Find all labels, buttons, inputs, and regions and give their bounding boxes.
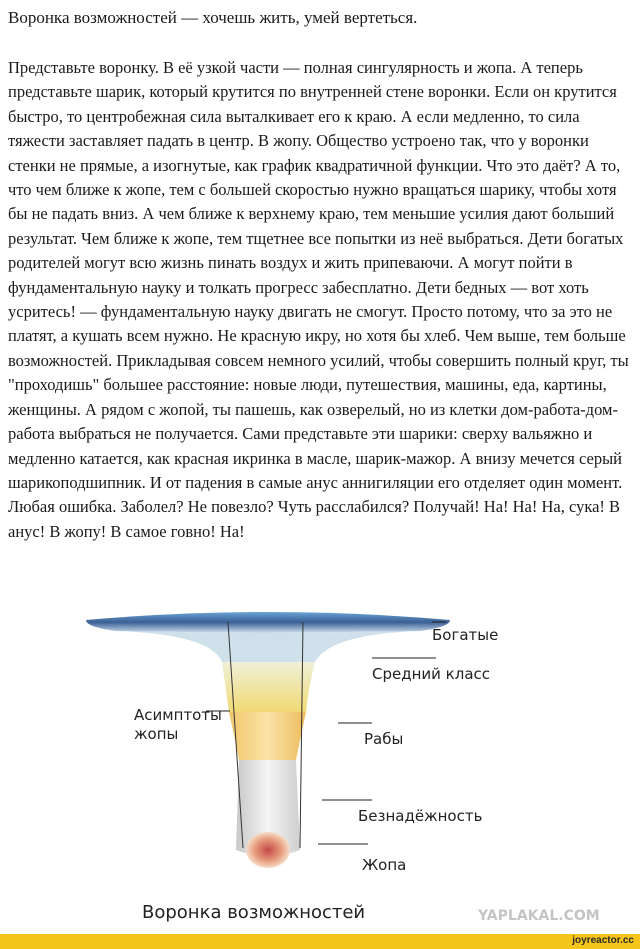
funnel-rich-section	[86, 612, 450, 633]
funnel-middle-section	[222, 662, 315, 712]
post-body: Представьте воронку. В её узкой части — полная сингулярность и жопа. А теперь представьте шарик, который крутится по внутренней стене воронки. Если он крутится быстро, то центробежная сила выталкивает его к краю. А если медленно, то сила тяжести заставляет падать в центр. В жопу. Общество устроено так, что у воронки стенки не прямые, а изогнутые, как график квадратичной функции. Что это даёт? А то, что чем ближе к жопе, тем с большей скоростью нужно вращаться шарику, чтобы хотя бы не падать вниз. А чем ближе к верхнему краю, тем меньшие усилия дают больший результат. Чем ближе к жопе, тем тщетнее все попытки из неё выбраться. Дети богатых родителей могут всю жизнь пинать воздух и жить припеваючи. А могут пойти в фундаментальную науку и толкать прогресс забесплатно. Дети бедных — вот хоть усритесь! — фундаментальную науку двигать не смогут. Просто потому, что за это не платят, а кушать всем нужно. Не красную икру, но хотя бы хлеб. Чем выше, тем больше возможностей. Прикладывая совсем немного усилий, чтобы совершить полный круг, ты "проходишь" большее расстояние: новые люди, путешествия, машины, еда, картины, женщины. А рядом с жопой, ты пашешь, как озверелый, но из клетки дом-работа-дом-работа выбраться не получается. Сами представьте эти шарики: сверху вальяжно и медленно катается, как красная икринка в масле, шарик-мажор. А внизу мечется серый шарикоподшипник. И от падения в самые анус аннигиляции его отделяет один момент. Любая ошибка. Заболел? Не повезло? Чуть расслабился? Получай! На! На! На, сука! В анус! В жопу! В самое говно! На!	[8, 58, 629, 541]
diagram-caption: Воронка возможностей	[142, 902, 366, 923]
label-hopeless: Безнадёжность	[358, 807, 483, 825]
funnel-butt-hole	[246, 832, 290, 868]
label-rich: Богатые	[432, 626, 499, 644]
label-butt: Жопа	[362, 856, 407, 874]
funnel-neck-section	[116, 631, 420, 662]
label-slaves: Рабы	[364, 730, 404, 748]
label-middle: Средний класс	[372, 665, 491, 683]
label-asymptote-2: жопы	[134, 725, 179, 743]
footer-bar	[0, 934, 640, 949]
footer-site-link[interactable]: joyreactor.cc	[572, 935, 634, 946]
watermark: YAPLAKAL.COM	[478, 908, 600, 924]
label-asymptote-1: Асимптоты	[134, 706, 222, 724]
funnel-diagram	[0, 600, 640, 932]
post-title: Воронка возможностей — хочешь жить, умей вертеться.	[8, 8, 418, 27]
funnel-slaves-section	[229, 712, 306, 760]
